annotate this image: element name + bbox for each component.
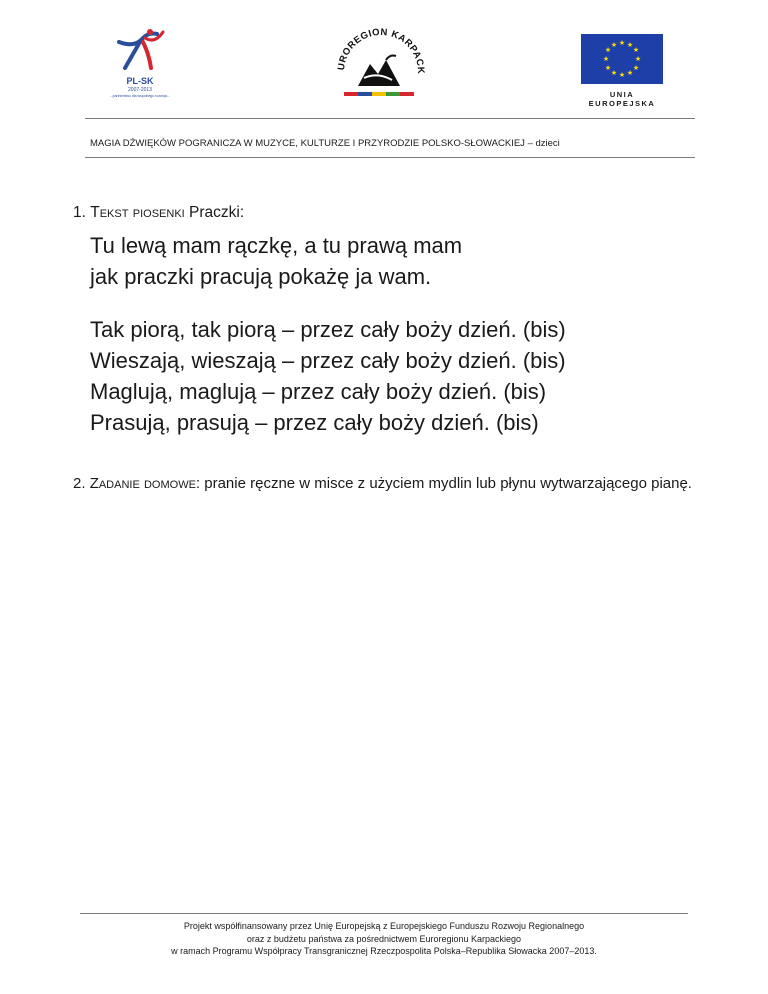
- svg-text:★: ★: [604, 64, 612, 72]
- song-verse-2: [90, 314, 566, 438]
- verse-line: Maglują, maglują – przez cały boży dzień. (bis): [90, 379, 547, 404]
- svg-text:★: ★: [602, 55, 610, 63]
- euroregion-arc-text: UROREGION KARPACK: [335, 26, 427, 75]
- verse-line: Wieszają, wieszają – przez cały boży dzień. (bis): [90, 348, 566, 373]
- verse-line: Prasują, prasują – przez cały boży dzień. (bis): [90, 410, 539, 435]
- footer-line: w ramach Programu Współpracy Transgranicznej Rzeczpospolita Polska–Republika Słowacka 2007–2013.: [171, 946, 597, 956]
- plsk-logo-tagline: ...partnerstwo dla wspólnego rozwoju...: [109, 94, 171, 98]
- svg-text:★: ★: [618, 71, 626, 79]
- verse-line: jak praczki pracują pokażę ja wam.: [90, 264, 432, 289]
- euroregion-emblem-icon: [330, 20, 430, 100]
- footer-line: oraz z budżetu państwa za pośrednictwem Euroregionu Karpackiego: [246, 933, 522, 944]
- header-divider-top: [85, 118, 695, 119]
- svg-text:EUROREGION KARPACKI: [330, 20, 426, 74]
- svg-text:★: ★: [626, 41, 634, 49]
- eu-label: UNIA EUROPEJSKA: [588, 90, 656, 108]
- plsk-logo-text: PL-SK: [126, 76, 154, 86]
- eu-flag-icon: [581, 34, 663, 84]
- svg-text:★: ★: [618, 39, 626, 47]
- song-verse-1: [90, 230, 462, 292]
- verse-line: Tu lewą mam rączkę, a tu prawą mam: [90, 233, 463, 258]
- euroregion-karpacki-logo: [330, 20, 430, 100]
- svg-text:★: ★: [632, 64, 640, 72]
- footer: [80, 920, 688, 958]
- svg-text:★: ★: [632, 46, 640, 54]
- verse-line: Tak piorą, tak piorą – przez cały boży dzień. (bis): [90, 317, 566, 342]
- plsk-logo: [105, 28, 175, 106]
- section-1-heading: [73, 204, 244, 222]
- svg-text:★: ★: [610, 41, 618, 49]
- plsk-logo-years: 2007-2013: [128, 87, 152, 93]
- svg-text:★: ★: [626, 69, 634, 77]
- svg-text:★: ★: [610, 69, 618, 77]
- section-2-paragraph: [73, 474, 698, 494]
- section-1-number: 1.: [73, 204, 86, 221]
- eu-logo: [581, 34, 663, 108]
- section-2-label: Zadanie domowe: [89, 475, 196, 492]
- svg-text:★: ★: [604, 46, 612, 54]
- plsk-figure-icon: [105, 28, 175, 78]
- section-1-label: Tekst piosenki: [90, 204, 185, 221]
- footer-line: Projekt współfinansowany przez Unię Europejską z Europejskiego Funduszu Rozwoju Regionalnego: [183, 921, 585, 931]
- section-1-title: Praczki:: [189, 204, 245, 221]
- footer-divider: [80, 913, 688, 914]
- header-title: MAGIA DŹWIĘKÓW POGRANICZA W MUZYCE, KULTURZE I PRZYRODZIE POLSKO-SŁOWACKIEJ – dzieci: [90, 138, 560, 149]
- section-2-text: : pranie ręczne w misce z użyciem mydlin lub płynu wytwarzającego pianę.: [195, 475, 692, 492]
- header-divider-bottom: [85, 157, 695, 158]
- svg-text:★: ★: [634, 55, 642, 63]
- section-2-number: 2.: [73, 475, 86, 492]
